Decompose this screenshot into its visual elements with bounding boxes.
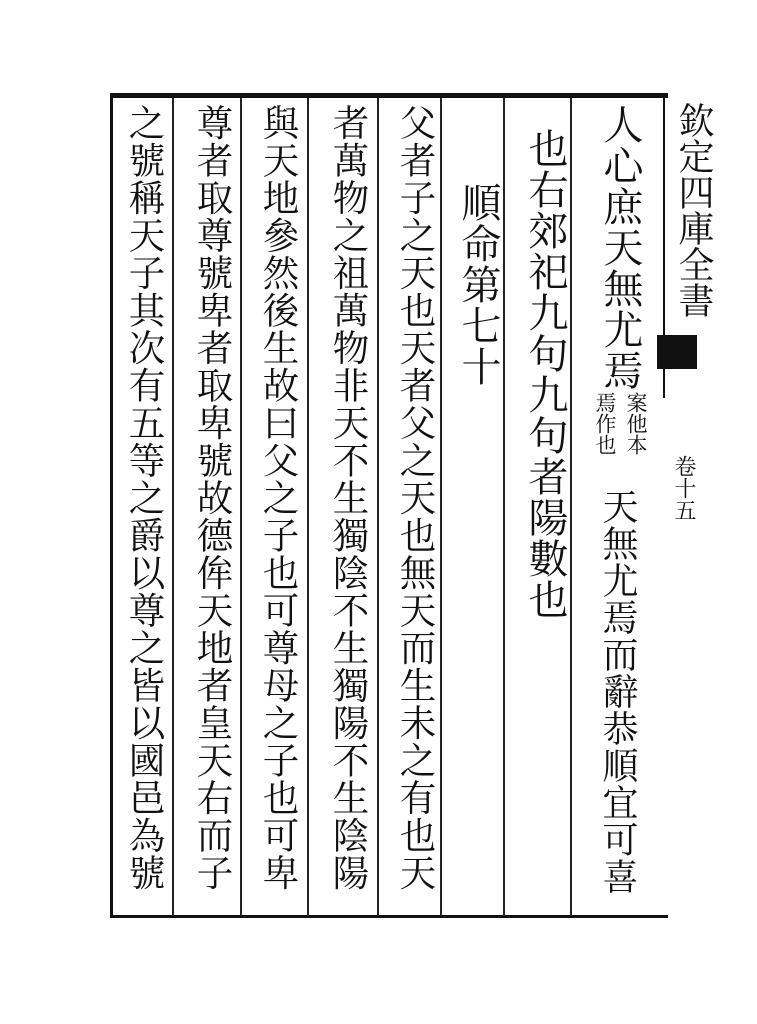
text-column-8: 之號稱天子其次有五等之爵以尊之皆以國邑為號: [123, 104, 166, 892]
text-column-7: 尊者取尊號卑者取卑號故德侔天地者皇天右而子: [191, 104, 234, 892]
column-divider: [172, 98, 174, 916]
column-divider: [377, 98, 379, 916]
text-column-1: [592, 104, 649, 391]
annotation-note-line-2: 焉作也: [593, 392, 617, 455]
annotation-note-line-1: 案他本: [624, 392, 648, 455]
chapter-heading: 順命第七十: [455, 182, 501, 387]
frame-bottom-border: [110, 915, 668, 918]
fish-tail-mark: [657, 335, 697, 369]
column-divider: [240, 98, 242, 916]
frame-left-border: [110, 93, 113, 918]
column-divider: [307, 98, 309, 916]
text-column-5: 者萬物之祖萬物非天不生獨陰不生獨陽不生陰陽: [327, 104, 370, 892]
text-column-6: 與天地參然後生故曰父之子也可尊母之子也可卑: [257, 104, 300, 892]
text-column-1-continued: 天無尤焉而辭恭順宜可喜: [597, 488, 638, 895]
text-column-1-main-before: 人心庶天無尤焉: [597, 104, 643, 391]
text-column-2: 也右郊祀九句九句者陽數也: [522, 128, 568, 620]
book-title: 欽定四庫全書: [673, 102, 714, 318]
text-column-4: 父者子之天也天者父之天也無天而生未之有也天: [394, 104, 437, 892]
juan-number: 卷十五: [671, 455, 696, 521]
frame-top-border: [110, 93, 668, 98]
